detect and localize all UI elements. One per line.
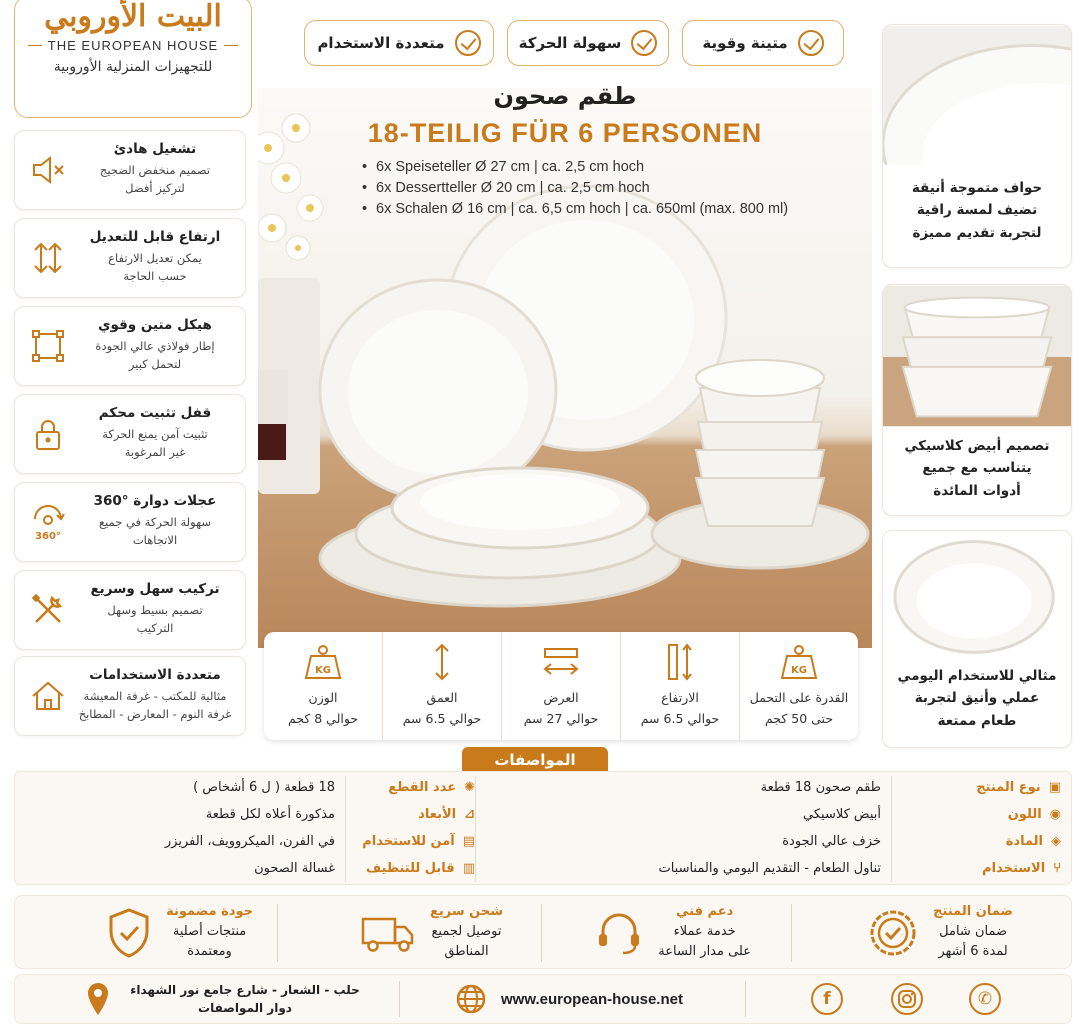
whatsapp-icon[interactable]: ✆ (969, 983, 1001, 1015)
product-bullets (362, 157, 788, 220)
bullet-item: • 6x Dessertteller Ø 20 cm | ca. 2,5 cm hoch (362, 178, 788, 199)
bullet-item: • 6x Speiseteller Ø 27 cm | ca. 2,5 cm hoch (362, 157, 788, 178)
spec-weight: KG الوزن حوالي 8 كجم (264, 632, 382, 740)
spec-key: ◉ اللون (1007, 807, 1061, 822)
svg-text:KG: KG (791, 665, 807, 676)
product-title-ar: طقم صحون (493, 82, 637, 110)
facebook-icon[interactable]: f (811, 983, 843, 1015)
feature-card: متعددة الاستخدامات مثالية للمكتب - غرفة المعيشة غرفة النوم - المعارض - المطابخ (14, 656, 246, 736)
spec-value: أبيض كلاسيكي (803, 807, 881, 822)
bowls-image (883, 285, 1071, 427)
feature-card: ارتفاع قابل للتعديل يمكن تعديل الارتفاع حسب الحاجة (14, 218, 246, 298)
guarantee-warranty: ضمان المنتج ضمان شامل لمدة 6 أشهر (867, 902, 1013, 964)
weight-kg-icon (264, 642, 382, 682)
badge-mobility: سهولة الحركة (507, 20, 669, 66)
feature-card: تشغيل هادئ تصميم منخفض الضجيج لتركيز أفضل (14, 130, 246, 210)
shield-check-icon (106, 907, 152, 959)
spec-value: 18 قطعة ( ل 6 أشخاص ) (193, 780, 335, 795)
spec-value: تناول الطعام - التقديم اليومي والمناسبات (658, 861, 881, 876)
check-circle-icon (455, 30, 481, 56)
height-ruler-icon (621, 642, 739, 682)
ruler-icon: ⊿ (464, 807, 475, 822)
spec-key: ✺ عدد القطع (388, 780, 475, 795)
rotate-360-icon (27, 501, 69, 543)
guarantee-support: دعم فني خدمة عملاء على مدار الساعة (594, 902, 751, 964)
badge-durable: متينة وقوية (682, 20, 844, 66)
guarantee-shipping: شحن سريع توصيل لجميع المناطق (360, 902, 503, 964)
spec-key: ⑂ الاستخدام (982, 861, 1061, 876)
instagram-icon[interactable] (891, 983, 923, 1015)
spec-width: العرض حوالي 27 سم (501, 632, 620, 740)
spec-key: ◈ المادة (1005, 834, 1061, 849)
spec-load: KG القدرة على التحمل حتى 50 كجم (739, 632, 858, 740)
load-kg-icon (740, 642, 858, 682)
box-icon: ▣ (1048, 780, 1061, 795)
specifications-table (14, 771, 1072, 885)
location-pin-icon (85, 981, 111, 1017)
spec-depth: العمق حوالي 6.5 سم (382, 632, 501, 740)
plate-top-image (883, 531, 1071, 655)
spec-value: غسالة الصحون (254, 861, 335, 876)
depth-arrow-icon (383, 642, 501, 682)
headset-icon (594, 908, 644, 958)
check-circle-icon (798, 30, 824, 56)
feature-card: تركيب سهل وسريع تصميم بسيط وسهل التركيب (14, 570, 246, 650)
badge-multi-use: متعددة الاستخدام (304, 20, 494, 66)
lock-icon (27, 413, 69, 455)
spec-key: ⊿ الأبعاد (418, 807, 475, 822)
feature-card: قفل تثبيت محكم تثبيت آمن يمنع الحركة غير المرغوبة (14, 394, 246, 474)
spec-key: ▤ آمن للاستخدام (362, 834, 475, 849)
svg-text:360°: 360° (35, 531, 61, 542)
side-card-edges: حواف متموجة أنيقة تضيف لمسة راقية لتجربة تقديم مميزة (882, 24, 1072, 268)
address: حلب - الشعار - شارع جامع نور الشهداء دوار المواصفات (130, 983, 360, 1015)
website-url[interactable]: www.european-house.net (501, 990, 683, 1008)
check-circle-icon (631, 30, 657, 56)
brand-name-ar: البيت الأوروبي (44, 0, 222, 34)
guarantee-quality: جودة مضمونة منتجات أصلية ومعتمدة (106, 902, 253, 964)
spec-key: ▣ نوع المنتج (976, 780, 1061, 795)
brand-tagline: للتجهيزات المنزلية الأوروبية (53, 59, 213, 75)
dimensions-bar (264, 632, 858, 740)
width-arrow-icon (502, 642, 620, 682)
guarantees-strip (14, 895, 1072, 969)
feature-card: هيكل متين وقوي إطار فولاذي عالي الجودة لتحمل كبير (14, 306, 246, 386)
house-icon (27, 675, 69, 717)
spec-value: في الفرن، الميكروويف، الفريزر (164, 834, 335, 849)
vertical-arrows-icon (27, 237, 69, 279)
svg-text:KG: KG (315, 665, 331, 676)
bullet-item: • 6x Schalen Ø 16 cm | ca. 6,5 cm hoch | ca. 650ml (max. 800 ml) (362, 199, 788, 220)
plate-edge-image (883, 25, 1071, 165)
brand-name-en: THE EUROPEAN HOUSE (47, 38, 219, 53)
color-pin-icon: ◉ (1049, 807, 1061, 822)
spec-value: خزف عالي الجودة (782, 834, 881, 849)
spec-key: ▥ قابل للتنظيف (366, 861, 475, 876)
material-icon: ◈ (1051, 834, 1061, 849)
footer (14, 974, 1072, 1024)
cutlery-icon: ⑂ (1053, 861, 1061, 876)
truck-icon (360, 911, 416, 955)
feature-card: 360° عجلات دوارة °360 سهولة الحركة في جميع الاتجاهات (14, 482, 246, 562)
spec-value: مذكورة أعلاه لكل قطعة (205, 807, 335, 822)
dishwasher-icon: ▥ (462, 861, 475, 876)
website[interactable] (455, 981, 683, 1017)
badge-check-icon (867, 907, 919, 959)
globe-icon (455, 983, 487, 1015)
pieces-icon: ✺ (464, 780, 475, 795)
product-title-de: 18-TEILIG FÜR 6 PERSONEN (367, 118, 763, 148)
side-card-design: تصميم أبيض كلاسيكي يتناسب مع جميع أدوات المائدة (882, 284, 1072, 516)
side-card-daily: مثالي للاستخدام اليومي عملي وأنيق لتجربة طعام ممتعة (882, 530, 1072, 748)
microwave-icon: ▤ (462, 834, 475, 849)
speaker-mute-icon (27, 149, 69, 191)
spec-height: الارتفاع حوالي 6.5 سم (620, 632, 739, 740)
spec-value: طقم صحون 18 قطعة (760, 780, 881, 795)
tools-icon (27, 589, 69, 631)
frame-square-icon (27, 325, 69, 367)
specifications-heading: المواصفات (462, 747, 608, 773)
brand-logo (14, 0, 252, 118)
